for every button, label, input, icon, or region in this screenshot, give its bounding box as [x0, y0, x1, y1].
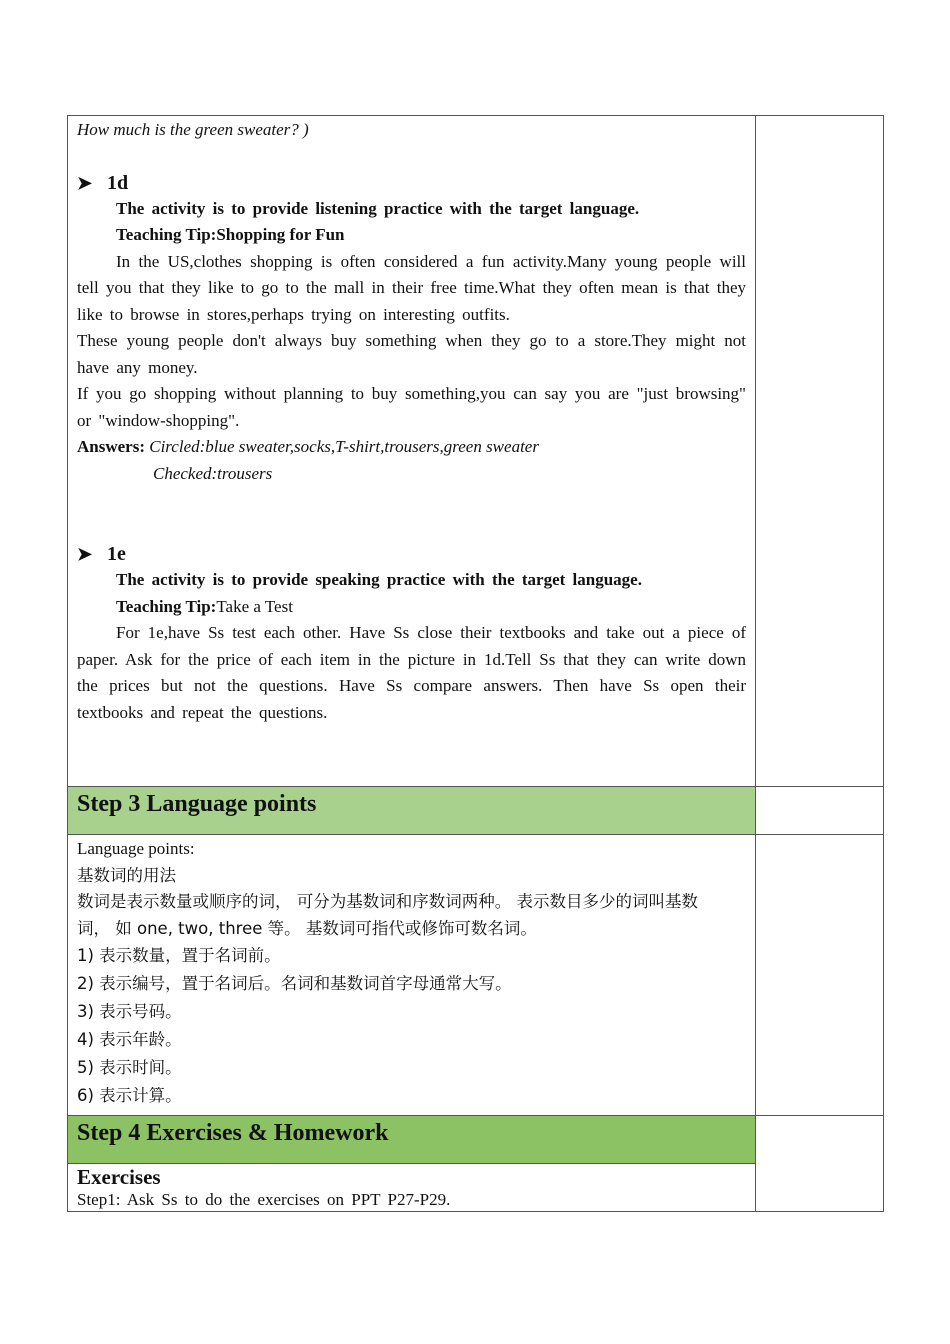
lesson-plan-table — [67, 115, 884, 1212]
content-cell — [68, 116, 756, 787]
section-1d-para1: In the US,clothes shopping is often considered a fun activity.Many young people will tell you that they like to go to the mall in their free time.What they often mean is that they like to browse in stores,perhaps trying on interesting outfits. — [77, 251, 746, 324]
section-1d-purpose: The activity is to provide listening practice with the target language. — [116, 198, 640, 218]
exercises-title: Exercises — [77, 1165, 161, 1189]
notes-cell — [756, 835, 884, 1116]
step4-header-cell — [68, 1116, 756, 1164]
usage-item: 2) 表示编号，置于名词后。名词和基数词首字母通常大写。 — [77, 974, 512, 993]
arrowhead-bullet-icon: ➤ — [77, 544, 93, 564]
section-1d-para2: These young people don't always buy something when they go to a store.They might not have any money. — [77, 331, 746, 377]
notes-cell — [756, 1116, 884, 1212]
usage-item: 1) 表示数量，置于名词前。 — [77, 946, 281, 965]
top-line: How much is the green sweater? ) — [77, 120, 309, 139]
usage-item: 4) 表示年龄。 — [77, 1030, 182, 1049]
answers-circled: Circled:blue sweater,socks,T-shirt,trousers,green sweater — [149, 437, 539, 456]
cardinal-heading: 基数词的用法 — [77, 865, 176, 885]
exercises-step1: Step1: Ask Ss to do the exercises on PPT P27-P29. — [77, 1190, 451, 1209]
section-1d-label: 1d — [107, 171, 129, 194]
answers-checked: Checked:trousers — [153, 463, 273, 483]
section-1d-heading — [77, 170, 746, 196]
section-1d-para3: If you go shopping without planning to buy something,you can say you are "just browsing" or "window-shopping". — [77, 384, 746, 430]
section-1e-tip-value: Take a Test — [216, 596, 293, 616]
step4-content-cell — [68, 1164, 756, 1212]
language-points-label: Language points: — [77, 839, 195, 858]
step4-header-row — [68, 1116, 884, 1164]
notes-cell — [756, 787, 884, 835]
section-1d-answers — [77, 434, 746, 461]
step3-title: Step 3 Language points — [77, 791, 317, 817]
section-1e-label: 1e — [107, 543, 126, 565]
section-1e-heading — [77, 541, 746, 567]
answers-label: Answers: — [77, 437, 145, 456]
step3-header-cell — [68, 787, 756, 835]
section-1e-tip-label: Teaching Tip: — [116, 596, 217, 616]
content-row — [68, 116, 884, 787]
section-1e-purpose: The activity is to provide speaking practice with the target language. — [116, 570, 642, 589]
step3-content-row — [68, 835, 884, 1116]
section-1e-tip — [116, 594, 746, 621]
arrowhead-bullet-icon: ➤ — [77, 172, 93, 193]
section-1d-tip: Teaching Tip:Shopping for Fun — [116, 225, 345, 244]
usage-item: 5) 表示时间。 — [77, 1058, 182, 1077]
step3-content-cell — [68, 835, 756, 1116]
notes-cell — [756, 116, 884, 787]
usage-item: 6) 表示计算。 — [77, 1086, 182, 1105]
section-1e-para1: For 1e,have Ss test each other. Have Ss close their textbooks and take out a piece of paper. Ask for the price of each item in the picture in 1d.Tell Ss that they can write down the prices but not the questions. Have Ss compare answers. Then have Ss open their textbooks and repeat the questions. — [77, 623, 746, 722]
cardinal-definition: 数词是表示数量或顺序的词， 可分为基数词和序数词两种。 表示数目多少的词叫基数词， 如 one, two, three 等。 基数词可指代或修饰可数名词。 — [77, 892, 698, 938]
step3-header-row — [68, 787, 884, 835]
step4-title: Step 4 Exercises & Homework — [77, 1120, 389, 1146]
usage-item: 3) 表示号码。 — [77, 1002, 182, 1021]
